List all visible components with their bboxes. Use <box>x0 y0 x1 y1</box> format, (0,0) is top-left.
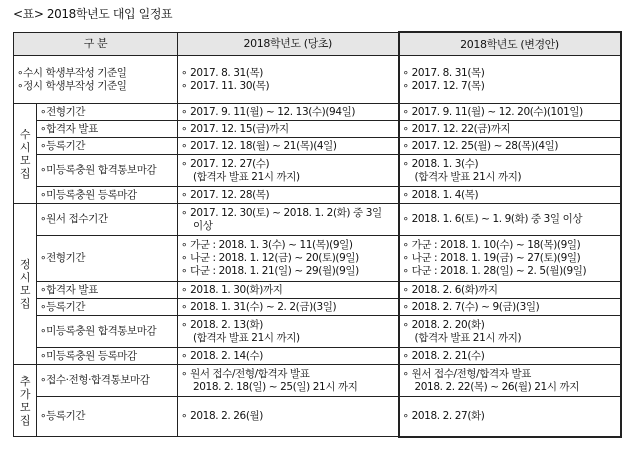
original-cell <box>178 204 399 236</box>
table-row <box>14 121 621 138</box>
original-value: ∘ 나군 : 2018. 1. 12(금) ~ 20(토)(9일) <box>181 252 359 264</box>
changed-value: ∘ 다군 : 2018. 1. 28(일) ~ 2. 5(월)(9일) <box>402 265 587 277</box>
original-value: ∘ 2017. 9. 11(월) ~ 12. 13(수)(94일) <box>178 104 399 121</box>
changed-cell <box>399 365 621 397</box>
changed-cell <box>399 316 621 348</box>
changed-value: ∘ 2018. 2. 21(수) <box>399 348 621 365</box>
row-item: ∘원서 접수기간 <box>37 204 178 236</box>
table-header-row <box>14 32 621 56</box>
original-value: ∘ 2017. 12. 27(수) <box>181 157 270 170</box>
original-note: (합격자 발표 21시 까지) <box>193 170 300 183</box>
original-value: ∘ 2017. 8. 31(목) <box>181 66 263 79</box>
changed-value: ∘ 2018. 2. 6(화)까지 <box>399 282 621 299</box>
group-text: 정 시 모 집 <box>19 258 31 310</box>
changed-value: ∘ 2017. 12. 22(금)까지 <box>399 121 621 138</box>
row-item: ∘전형기간 <box>37 104 178 121</box>
row-item: ∘정시 학생부작성 기준일 <box>17 79 127 92</box>
changed-note: (합격자 발표 21시 까지) <box>414 331 522 344</box>
original-value: ∘ 2018. 2. 26(월) <box>178 397 399 437</box>
changed-value: ∘ 2017. 12. 25(월) ~ 28(목)(4일) <box>399 138 621 155</box>
header-changed: 2018학년도 (변경안) <box>399 32 621 56</box>
original-note: 이상 <box>193 219 213 232</box>
original-cell <box>178 236 399 282</box>
changed-value: ∘ 2018. 2. 7(수) ~ 9(금)(3일) <box>399 299 621 316</box>
table-row <box>14 299 621 316</box>
changed-cell <box>399 236 621 282</box>
original-value: ∘ 2017. 12. 18(월) ~ 21(목)(4일) <box>178 138 399 155</box>
changed-note: (합격자 발표 21시 까지) <box>414 170 522 183</box>
table-row <box>14 187 621 204</box>
table-row <box>14 316 621 348</box>
row-item: ∘등록기간 <box>37 397 178 437</box>
changed-value: ∘ 2017. 8. 31(목) <box>402 66 485 79</box>
group-label-susi <box>14 104 37 204</box>
row-item: ∘등록기간 <box>37 138 178 155</box>
changed-value: ∘ 2017. 9. 11(월) ~ 12. 20(수)(101일) <box>399 104 621 121</box>
original-value: ∘ 원서 접수/전형/합격자 발표 <box>181 367 310 380</box>
table-row <box>14 282 621 299</box>
original-note: 2018. 2. 18(일) ~ 25(일) 21시 까지 <box>193 380 358 393</box>
changed-value: ∘ 2018. 2. 20(화) <box>402 318 485 331</box>
row-item: ∘전형기간 <box>37 236 178 282</box>
original-value: ∘ 2017. 11. 30(목) <box>181 79 270 92</box>
table-row <box>14 365 621 397</box>
changed-cell <box>399 155 621 187</box>
row-item: ∘미등록충원 합격통보마감 <box>37 155 178 187</box>
table-row <box>14 397 621 437</box>
original-value: ∘ 2017. 12. 30(토) ~ 2018. 1. 2(화) 중 3일 <box>181 206 382 219</box>
table-row <box>14 138 621 155</box>
table-row <box>14 155 621 187</box>
changed-value: ∘ 가군 : 2018. 1. 10(수) ~ 18(목)(9일) <box>402 239 581 251</box>
original-note: (합격자 발표 21시 까지) <box>193 331 300 344</box>
group-text: 수 시 모 집 <box>19 127 31 180</box>
row-item: ∘미등록충원 등록마감 <box>37 348 178 365</box>
table-row <box>14 236 621 282</box>
changed-value: ∘ 나군 : 2018. 1. 19(금) ~ 27(토)(9일) <box>402 252 581 264</box>
changed-cell <box>399 56 621 104</box>
original-cell <box>178 316 399 348</box>
original-value: ∘ 2018. 1. 30(화)까지 <box>178 282 399 299</box>
row-item: ∘미등록충원 합격통보마감 <box>37 316 178 348</box>
header-original: 2018학년도 (당초) <box>178 32 399 56</box>
row-item: ∘접수·전형·합격통보마감 <box>37 365 178 397</box>
table-row <box>14 204 621 236</box>
row-item-cell <box>14 56 178 104</box>
changed-value: ∘ 2018. 2. 27(화) <box>399 397 621 437</box>
group-label-chuga <box>14 365 37 437</box>
page-title: <표> 2018학년도 대입 일정표 <box>13 7 173 21</box>
row-item: ∘등록기간 <box>37 299 178 316</box>
original-cell <box>178 56 399 104</box>
changed-value: ∘ 원서 접수/전형/합격자 발표 <box>402 367 531 380</box>
original-value: ∘ 2018. 2. 13(화) <box>181 318 263 331</box>
group-label-jeongsi <box>14 204 37 365</box>
group-text: 추 가 모 집 <box>19 374 31 427</box>
original-value: ∘ 2018. 1. 31(수) ~ 2. 2(금)(3일) <box>178 299 399 316</box>
original-value: ∘ 2018. 2. 14(수) <box>178 348 399 365</box>
row-item: ∘합격자 발표 <box>37 282 178 299</box>
row-item: ∘합격자 발표 <box>37 121 178 138</box>
original-cell <box>178 365 399 397</box>
original-value: ∘ 2017. 12. 15(금)까지 <box>178 121 399 138</box>
header-category: 구 분 <box>14 32 178 56</box>
table-row <box>14 104 621 121</box>
row-item: ∘미등록충원 등록마감 <box>37 187 178 204</box>
changed-value: ∘ 2018. 1. 3(수) <box>402 157 479 170</box>
admission-schedule-table <box>13 31 622 438</box>
row-item: ∘수시 학생부작성 기준일 <box>17 66 127 79</box>
original-value: ∘ 가군 : 2018. 1. 3(수) ~ 11(목)(9일) <box>181 239 353 251</box>
changed-value: ∘ 2017. 12. 7(목) <box>402 79 485 92</box>
changed-value: ∘ 2018. 1. 6(토) ~ 1. 9(화) 중 3일 이상 <box>399 204 621 236</box>
original-value: ∘ 2017. 12. 28(목) <box>178 187 399 204</box>
table-row <box>14 348 621 365</box>
changed-note: 2018. 2. 22(목) ~ 26(월) 21시 까지 <box>414 380 579 393</box>
table-row <box>14 56 621 104</box>
original-value: ∘ 다군 : 2018. 1. 21(일) ~ 29(월)(9일) <box>181 265 359 277</box>
original-cell <box>178 155 399 187</box>
changed-value: ∘ 2018. 1. 4(목) <box>399 187 621 204</box>
